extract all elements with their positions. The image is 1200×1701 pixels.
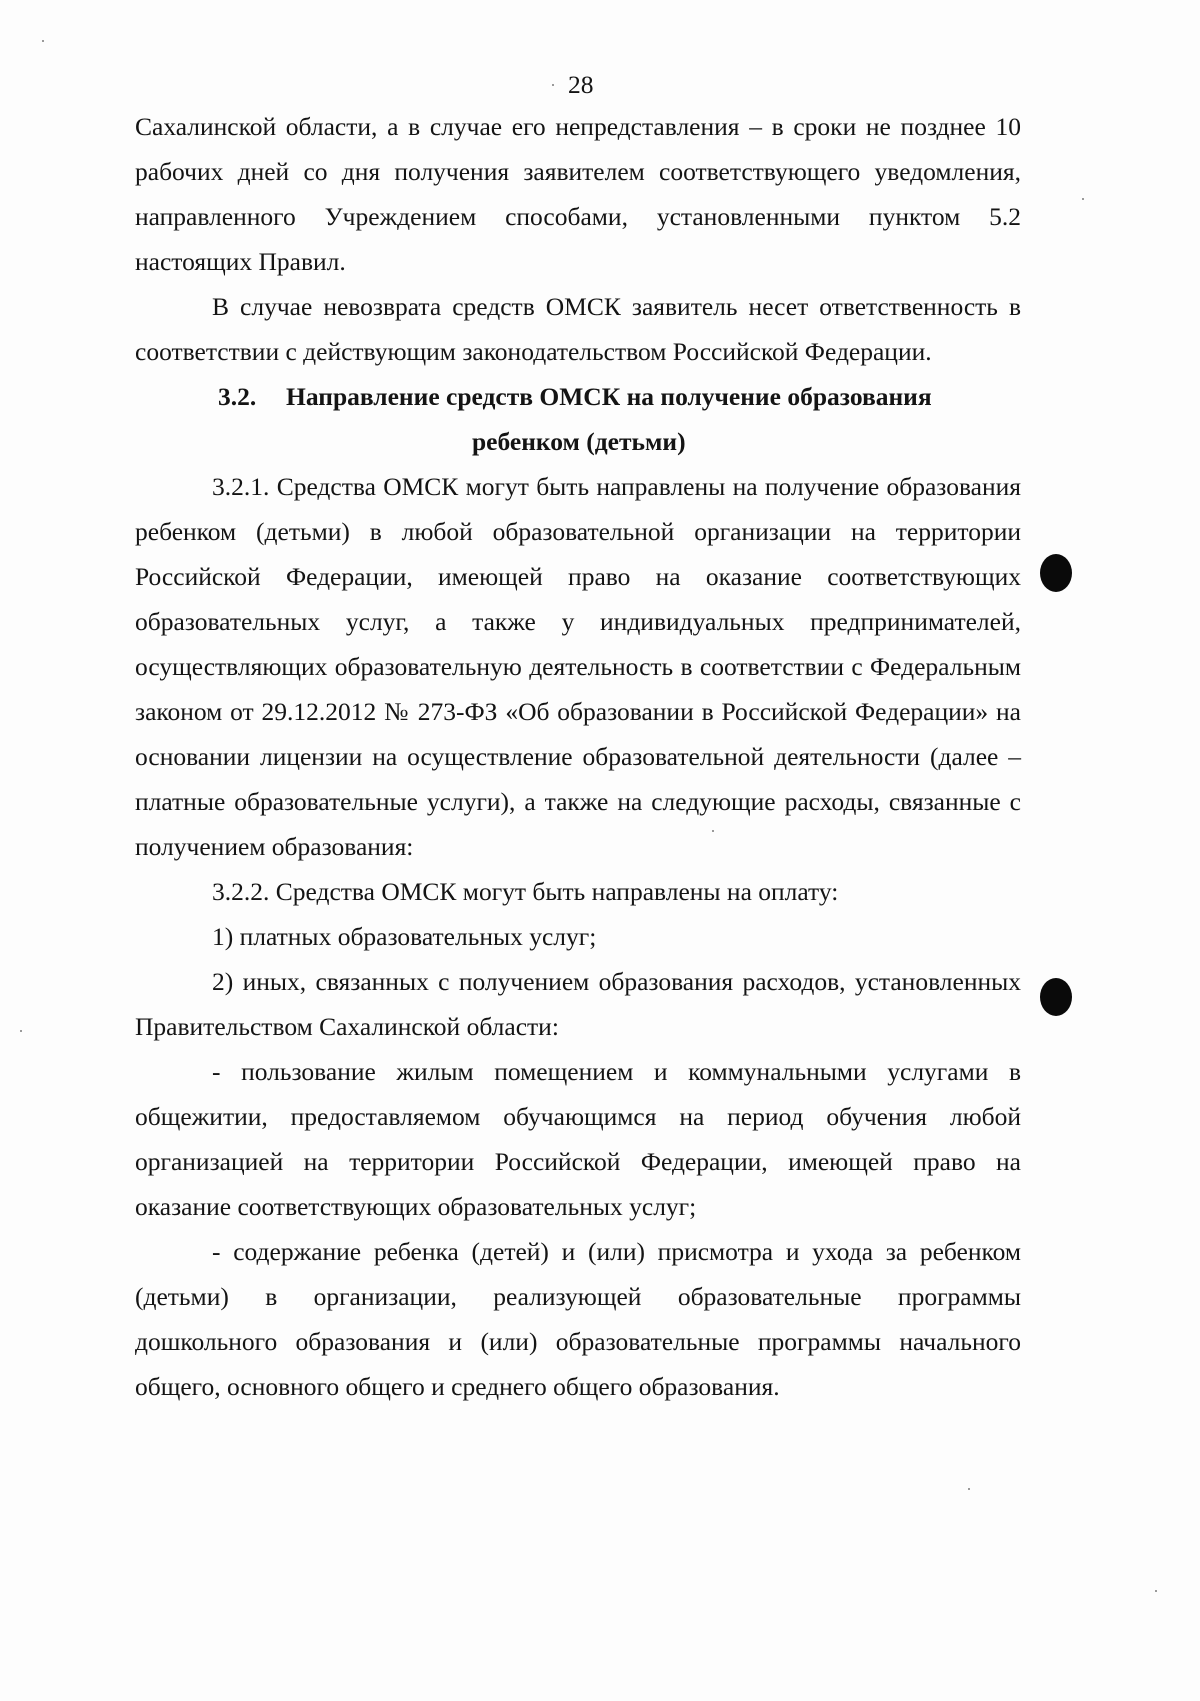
text-line: дошкольного образования и (или) образовательные программы начального (135, 1327, 1021, 1356)
scan-speck (968, 1488, 970, 1490)
scan-speck (42, 40, 44, 42)
punch-hole-mark (1040, 978, 1072, 1016)
text-line: (детьми) в организации, реализующей образовательные программы (135, 1282, 1021, 1311)
text-line: организацией на территории Российской Федерации, имеющей право на (135, 1147, 1021, 1176)
text-line: общежитии, предоставляемом обучающимся на период обучения любой (135, 1102, 1021, 1131)
text-line: В случае невозврата средств ОМСК заявитель несет ответственность в (212, 292, 1021, 321)
text-line: платные образовательные услуги), а также на следующие расходы, связанные с (135, 787, 1021, 816)
text-line: 3.2.1. Средства ОМСК могут быть направлены на получение образования (212, 472, 1021, 501)
text-line: рабочих дней со дня получения заявителем соответствующего уведомления, (135, 157, 1021, 186)
text-line: Российской Федерации, имеющей право на оказание соответствующих (135, 562, 1021, 591)
text-line: осуществляющих образовательную деятельность в соответствии с Федеральным (135, 652, 1021, 681)
text-line: настоящих Правил. (135, 247, 346, 276)
text-line: образовательных услуг, а также у индивидуальных предпринимателей, (135, 607, 1021, 636)
list-item: - содержание ребенка (детей) и (или) присмотра и ухода за ребенком (212, 1237, 1021, 1266)
list-item: 2) иных, связанных с получением образования расходов, установленных (212, 967, 1021, 996)
text-line: ребенком (детьми) в любой образовательной организации на территории (135, 517, 1021, 546)
section-heading: Направление средств ОМСК на получение образования (286, 382, 932, 411)
scan-speck (712, 830, 714, 832)
text-line: получением образования: (135, 832, 414, 861)
scan-speck (1082, 198, 1084, 200)
list-item: 1) платных образовательных услуг; (212, 922, 597, 951)
section-heading-continued: ребенком (детьми) (472, 427, 686, 456)
section-number: 3.2. (218, 382, 257, 411)
text-line: 3.2.2. Средства ОМСК могут быть направлены на оплату: (212, 877, 839, 906)
list-item: - пользование жилым помещением и коммунальными услугами в (212, 1057, 1021, 1086)
text-line: основании лицензии на осуществление образовательной деятельности (далее – (135, 742, 1021, 771)
text-line: Правительством Сахалинской области: (135, 1012, 559, 1041)
page-number: 28 (568, 70, 594, 99)
punch-hole-mark (1040, 554, 1072, 592)
scan-speck (1155, 1590, 1157, 1592)
text-line: общего, основного общего и среднего общего образования. (135, 1372, 780, 1401)
text-line: Сахалинской области, а в случае его непредставления – в сроки не позднее 10 (135, 112, 1021, 141)
text-line: направленного Учреждением способами, установленными пунктом 5.2 (135, 202, 1021, 231)
scan-speck (20, 1030, 22, 1032)
text-line: оказание соответствующих образовательных услуг; (135, 1192, 697, 1221)
text-line: законом от 29.12.2012 № 273-ФЗ «Об образовании в Российской Федерации» на (135, 697, 1021, 726)
text-line: соответствии с действующим законодательством Российской Федерации. (135, 337, 932, 366)
scan-speck (552, 84, 554, 86)
